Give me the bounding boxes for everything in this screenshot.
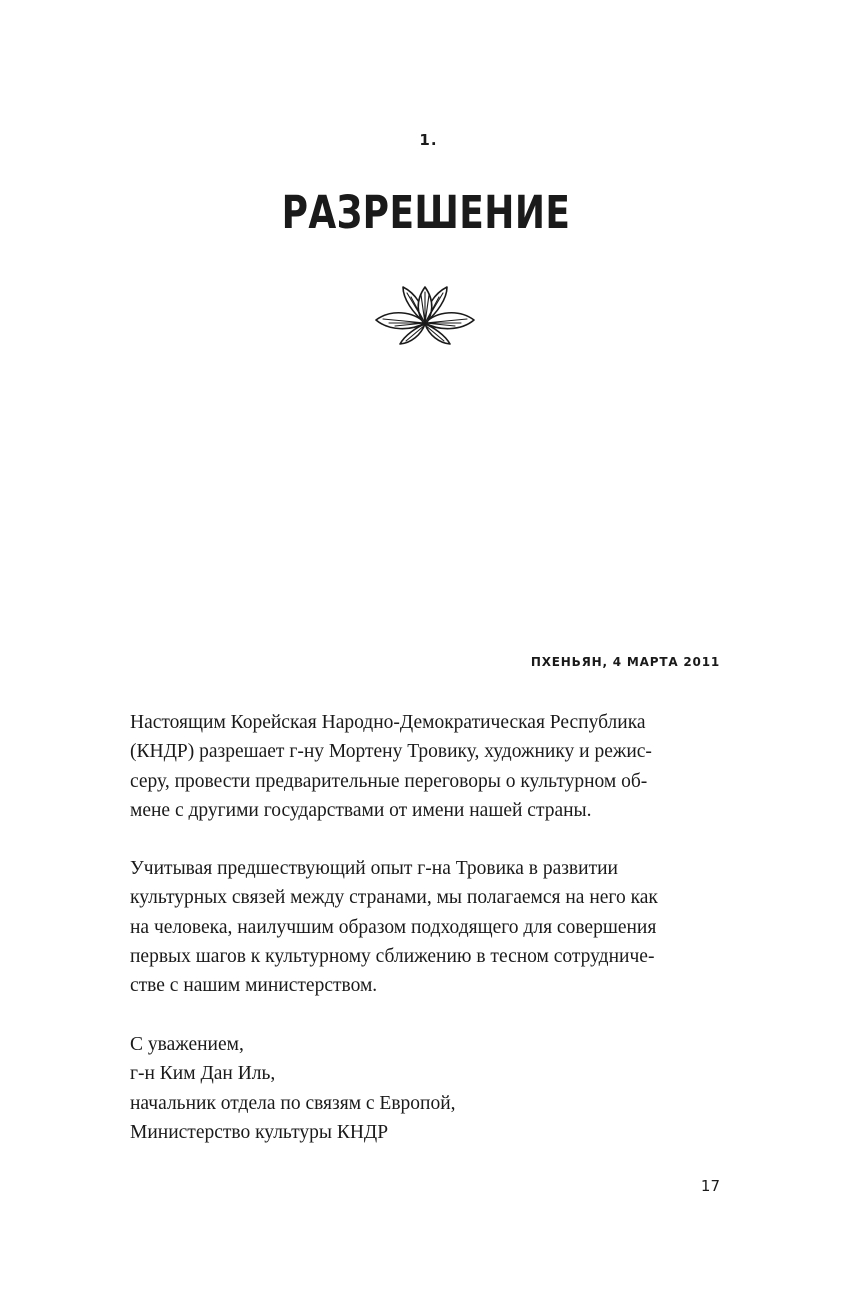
dateline: ПХЕНЬЯН, 4 МАРТА 2011: [530, 655, 720, 669]
paragraph-1: [130, 708, 730, 825]
paragraph-line: мене с другими государствами от имени нашей страны.: [130, 799, 592, 821]
signature-block: [130, 1030, 730, 1147]
paragraph-line: (КНДР) разрешает г-ну Мортену Тровику, художнику и режис-: [130, 741, 652, 763]
chapter-number: 1.: [419, 131, 438, 149]
chapter-title: РАЗРЕШЕНИЕ: [281, 186, 571, 239]
paragraph-line: Настоящим Корейская Народно-Демократическая Республика: [130, 712, 646, 733]
paragraph-2: [130, 854, 730, 1000]
page-number: 17: [700, 1177, 720, 1195]
paragraph-line: первых шагов к культурному сближению в тесном сотрудниче-: [130, 945, 655, 967]
signature-line: начальник отдела по связям с Европой,: [130, 1092, 456, 1114]
paragraph-line: серу, провести предварительные переговоры о культурном об-: [130, 770, 648, 792]
signature-line: Министерство культуры КНДР: [130, 1121, 389, 1143]
paragraph-line: стве с нашим министерством.: [130, 975, 378, 997]
paragraph-line: на человека, наилучшим образом подходящего для совершения: [130, 916, 657, 938]
paragraph-line: Учитывая предшествующий опыт г-на Тровика в развитии: [130, 858, 618, 879]
lotus-flower-icon: [373, 283, 477, 347]
signature-line: С уважением,: [130, 1034, 244, 1055]
paragraph-line: культурных связей между странами, мы полагаемся на него как: [130, 887, 658, 909]
signature-line: г-н Ким Дан Иль,: [130, 1063, 276, 1085]
